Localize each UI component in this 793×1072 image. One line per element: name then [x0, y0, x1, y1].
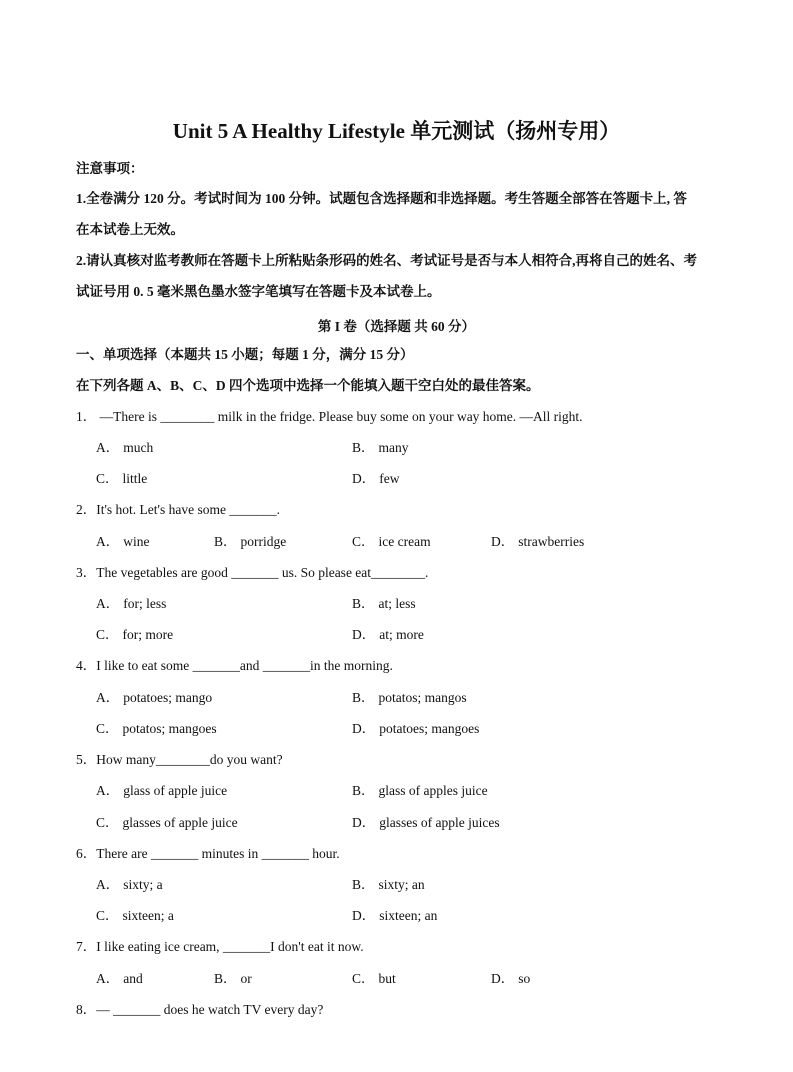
option-a[interactable]: A． glass of apple juice — [96, 783, 228, 798]
section-instruction: 在下列各题 A、B、C、D 四个选项中选择一个能填入题干空白处的最佳答案。 — [76, 378, 540, 393]
question-number: 1． — [76, 409, 97, 424]
question-stem: It's hot. Let's have some _______. — [96, 502, 280, 517]
question-stem: — _______ does he watch TV every day? — [96, 1002, 324, 1017]
question-8 — [76, 1001, 323, 1019]
question-1-options-row-2 — [96, 470, 716, 488]
question-number: 7． — [76, 939, 97, 954]
question-stem: —There is ________ milk in the fridge. Please buy some on your way home. —All right. — [96, 409, 583, 424]
question-stem: I like to eat some _______and _______in the morning. — [96, 658, 393, 673]
option-d[interactable]: D． potatoes; mangoes — [352, 721, 480, 736]
question-stem: The vegetables are good _______ us. So please eat________. — [96, 565, 429, 580]
option-b[interactable]: B． potatos; mangos — [352, 690, 467, 705]
question-number: 3． — [76, 565, 97, 580]
question-5 — [76, 751, 283, 769]
option-a[interactable]: A． and — [96, 971, 143, 986]
question-stem: How many________do you want? — [96, 752, 283, 767]
notice-heading: 注意事项： — [76, 161, 144, 176]
option-d[interactable]: D． so — [491, 971, 531, 986]
option-c[interactable]: C． glasses of apple juice — [96, 815, 238, 830]
notice-line-1a: 1.全卷满分 120 分。考试时间为 100 分钟。试题包含选择题和非选择题。考生答题全部答在答题卡上, 答 — [76, 191, 687, 206]
question-4-options-row-1 — [96, 689, 716, 707]
question-stem: I like eating ice cream, _______I don't eat it now. — [96, 939, 364, 954]
question-3-options-row-1 — [96, 595, 716, 613]
option-a[interactable]: A． potatoes; mango — [96, 690, 213, 705]
notice-line-2a: 2.请认真核对监考教师在答题卡上所粘贴条形码的姓名、考试证号是否与本人相符合,再将自己的姓名、考 — [76, 253, 697, 268]
option-b[interactable]: B． at; less — [352, 596, 416, 611]
option-a[interactable]: A． wine — [96, 534, 150, 549]
question-number: 5． — [76, 752, 97, 767]
question-6-options-row-1 — [96, 876, 716, 894]
question-1-options-row-1 — [96, 439, 716, 457]
question-3-options-row-2 — [96, 626, 716, 644]
section-heading: 一、单项选择（本题共 15 小题；每题 1 分，满分 15 分） — [76, 347, 414, 362]
option-d[interactable]: D． at; more — [352, 627, 424, 642]
question-2-options — [96, 533, 716, 551]
question-number: 6． — [76, 846, 97, 861]
option-b[interactable]: B． sixty; an — [352, 877, 425, 892]
question-stem: There are _______ minutes in _______ hour. — [96, 846, 340, 861]
page-title: Unit 5 A Healthy Lifestyle 单元测试（扬州专用） — [172, 119, 621, 143]
question-6 — [76, 845, 340, 863]
question-4 — [76, 657, 393, 675]
option-c[interactable]: C． sixteen; a — [96, 908, 174, 923]
question-6-options-row-2 — [96, 907, 716, 925]
question-number: 8． — [76, 1002, 97, 1017]
question-5-options-row-2 — [96, 814, 716, 832]
option-d[interactable]: D． few — [352, 471, 400, 486]
part-title: 第 I 卷（选择题 共 60 分） — [317, 319, 476, 334]
option-d[interactable]: D． strawberries — [491, 534, 585, 549]
question-5-options-row-1 — [96, 782, 716, 800]
option-a[interactable]: A． much — [96, 440, 154, 455]
option-b[interactable]: B． or — [214, 971, 252, 986]
question-3 — [76, 564, 428, 582]
notice-line-2b: 试证号用 0. 5 毫米黑色墨水签字笔填写在答题卡及本试卷上。 — [76, 284, 441, 299]
question-number: 2． — [76, 502, 97, 517]
option-b[interactable]: B． many — [352, 440, 409, 455]
option-c[interactable]: C． for; more — [96, 627, 174, 642]
option-b[interactable]: B． porridge — [214, 534, 287, 549]
notice-line-1b: 在本试卷上无效。 — [76, 222, 184, 237]
option-b[interactable]: B． glass of apples juice — [352, 783, 488, 798]
question-number: 4． — [76, 658, 97, 673]
option-d[interactable]: D． sixteen; an — [352, 908, 438, 923]
option-d[interactable]: D． glasses of apple juices — [352, 815, 500, 830]
option-c[interactable]: C． ice cream — [352, 534, 431, 549]
question-1 — [76, 408, 583, 426]
option-a[interactable]: A． for; less — [96, 596, 167, 611]
option-c[interactable]: C． little — [96, 471, 148, 486]
option-c[interactable]: C． potatos; mangoes — [96, 721, 217, 736]
option-a[interactable]: A． sixty; a — [96, 877, 163, 892]
question-7-options — [96, 970, 716, 988]
question-7 — [76, 938, 364, 956]
question-2 — [76, 501, 280, 519]
option-c[interactable]: C． but — [352, 971, 396, 986]
question-4-options-row-2 — [96, 720, 716, 738]
